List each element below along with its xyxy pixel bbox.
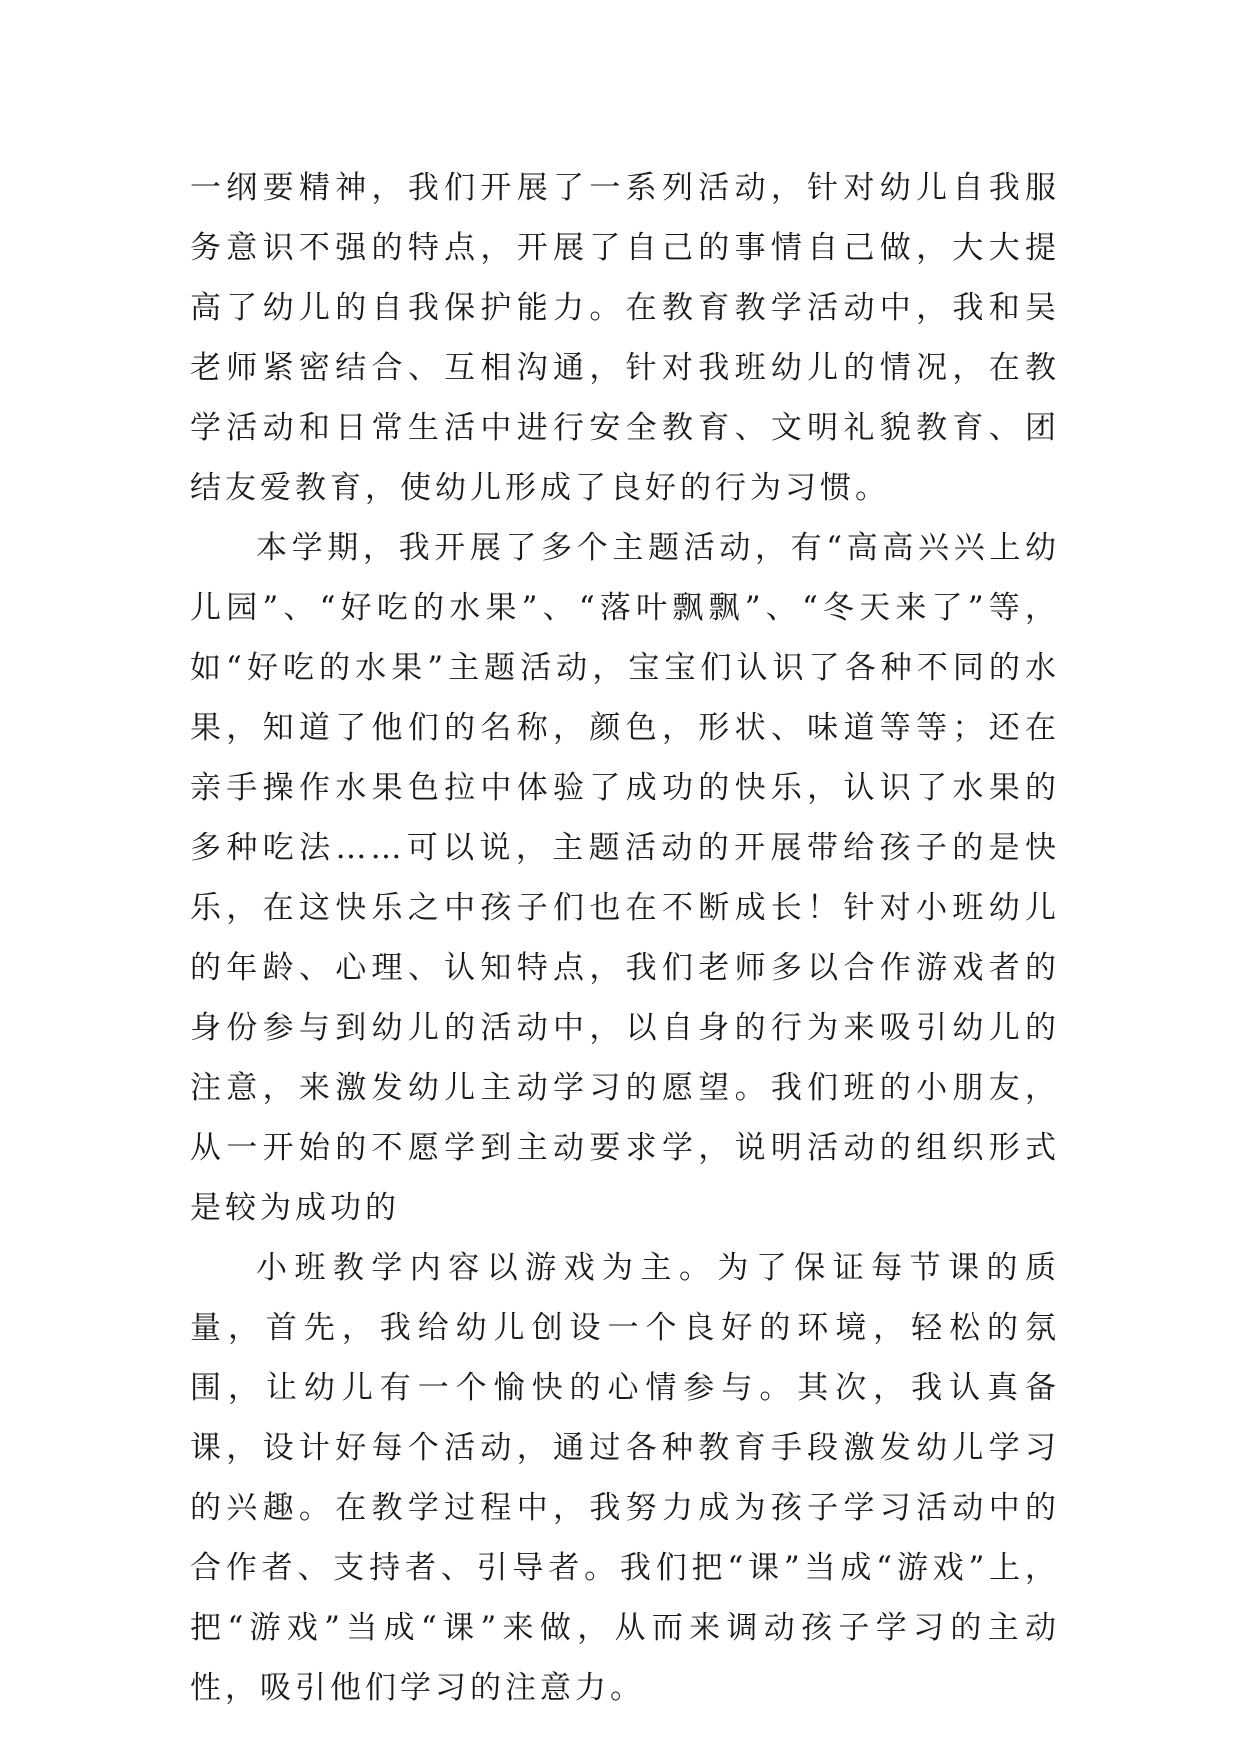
paragraph-1: 一纲要精神，我们开展了一系列活动，针对幼儿自我服务意识不强的特点，开展了自己的事情自己做，大大提高了幼儿的自我保护能力。在教育教学活动中，我和吴老师紧密结合、互相沟通，针对我班幼儿的情况，在教学活动和日常生活中进行安全教育、文明礼貌教育、团结友爱教育，使幼儿形成了良好的行为习惯。 bbox=[190, 170, 1060, 506]
paragraph-2: 本学期，我开展了多个主题活动，有“高高兴兴上幼儿园”、“好吃的水果”、“落叶飘飘”、“冬天来了”等，如“好吃的水果”主题活动，宝宝们认识了各种不同的水果，知道了他们的名称，颜色，形状、味道等等；还在亲手操作水果色拉中体验了成功的快乐，认识了水果的多种吃法……可以说，主题活动的开展带给孩子的是快乐，在这快乐之中孩子们也在不断成长！针对小班幼儿的年龄、心理、认知特点，我们老师多以合作游戏者的身份参与到幼儿的活动中，以自身的行为来吸引幼儿的注意，来激发幼儿主动学习的愿望。我们班的小朋友，从一开始的不愿学到主动要求学，说明活动的组织形式是较为成功的 bbox=[190, 530, 1060, 1226]
body-text bbox=[190, 158, 1060, 1718]
paragraph-3: 小班教学内容以游戏为主。为了保证每节课的质量，首先，我给幼儿创设一个良好的环境，轻松的氛围，让幼儿有一个愉快的心情参与。其次，我认真备课，设计好每个活动，通过各种教育手段激发幼儿学习的兴趣。在教学过程中，我努力成为孩子学习活动中的合作者、支持者、引导者。我们把“课”当成“游戏”上，把“游戏”当成“课”来做，从而来调动孩子学习的主动性，吸引他们学习的注意力。 bbox=[190, 1250, 1060, 1706]
